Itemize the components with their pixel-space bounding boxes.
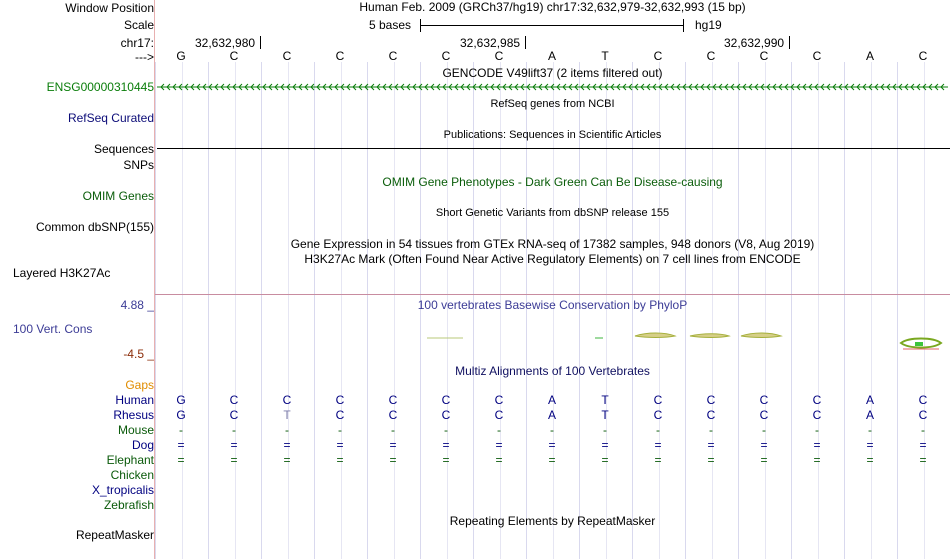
refseq-track-title: RefSeq genes from NCBI <box>490 98 615 110</box>
dog-aligned-base: = <box>230 438 238 452</box>
rhesus-aligned-base: T <box>283 408 291 422</box>
human-aligned-base: C <box>494 393 504 407</box>
dog-aligned-base: = <box>442 438 450 452</box>
dog-aligned-base: = <box>336 438 344 452</box>
elephant-aligned-base: = <box>230 453 238 467</box>
reference-base: C <box>441 49 451 63</box>
track-labels-column <box>0 0 154 559</box>
scale-bar-label: 5 bases <box>369 18 412 32</box>
human-aligned-base: T <box>601 393 609 407</box>
rhesus-aligned-base: C <box>759 408 769 422</box>
rhesus-aligned-base: C <box>918 408 928 422</box>
gtex-track-title: Gene Expression in 54 tissues from GTEx RNA-seq of 17382 samples, 948 donors (V8, Aug 2019) <box>290 237 815 251</box>
elephant-aligned-base: = <box>495 453 503 467</box>
rhesus-aligned-base: C <box>494 408 504 422</box>
multiz-track-title: Multiz Alignments of 100 Vertebrates <box>455 364 650 378</box>
dog-aligned-base: = <box>707 438 715 452</box>
dog-aligned-base: = <box>760 438 768 452</box>
gencode-track-label[interactable]: ENSG00000310445 <box>46 80 154 94</box>
dog-aligned-base: = <box>495 438 503 452</box>
strand-arrow-label: ---> <box>135 50 154 64</box>
cons-min-value: -4.5 _ <box>123 347 154 361</box>
chicken-species-label: Chicken <box>110 468 154 482</box>
rhesus-aligned-base: G <box>176 408 186 422</box>
dog-aligned-base: = <box>654 438 662 452</box>
sequences-track-label[interactable]: Sequences <box>93 142 154 156</box>
mouse-aligned-base: - <box>444 423 448 437</box>
elephant-aligned-base: = <box>813 453 821 467</box>
ruler-tick-label: 32,632,990 <box>724 36 785 50</box>
dog-aligned-base: = <box>813 438 821 452</box>
mouse-aligned-base: - <box>603 423 607 437</box>
rhesus-aligned-base: A <box>547 408 556 422</box>
mouse-aligned-base: - <box>391 423 395 437</box>
ruler-tick <box>525 36 526 49</box>
human-aligned-base: C <box>918 393 928 407</box>
phylop-signal[interactable] <box>155 328 950 352</box>
mouse-aligned-base: - <box>179 423 183 437</box>
dog-aligned-base: = <box>177 438 185 452</box>
dog-aligned-base: = <box>866 438 874 452</box>
track-display-area[interactable] <box>155 0 950 559</box>
elephant-aligned-base: = <box>601 453 609 467</box>
human-aligned-base: C <box>759 393 769 407</box>
zebrafish-species-label: Zebrafish <box>103 498 154 512</box>
h3k27ac-track-title: H3K27Ac Mark (Often Found Near Active Regulatory Elements) on 7 cell lines from ENCODE <box>304 252 801 266</box>
mouse-aligned-base: - <box>497 423 501 437</box>
reference-base: T <box>601 49 609 63</box>
reference-base: A <box>865 49 874 63</box>
reference-base: C <box>494 49 504 63</box>
reference-base: G <box>176 49 186 63</box>
human-aligned-base: C <box>282 393 292 407</box>
mouse-aligned-base: - <box>762 423 766 437</box>
ruler-tick-label: 32,632,980 <box>195 36 256 50</box>
cons-top-line <box>155 294 950 295</box>
mouse-aligned-base: - <box>815 423 819 437</box>
reference-base: C <box>706 49 716 63</box>
elephant-aligned-base: = <box>548 453 556 467</box>
gaps-label: Gaps <box>125 378 154 392</box>
mouse-aligned-base: - <box>709 423 713 437</box>
reference-base: C <box>812 49 822 63</box>
cons-max-value: 4.88 _ <box>120 298 154 312</box>
rhesus-aligned-base: C <box>812 408 822 422</box>
elephant-aligned-base: = <box>389 453 397 467</box>
dbsnp-track-title: Short Genetic Variants from dbSNP release 155 <box>435 207 670 219</box>
elephant-aligned-base: = <box>866 453 874 467</box>
window-position-label: Window Position <box>65 1 154 15</box>
scale-bar <box>420 25 684 26</box>
dog-aligned-base: = <box>919 438 927 452</box>
repeatmasker-track-label[interactable]: RepeatMasker <box>75 528 154 542</box>
human-aligned-base: C <box>812 393 822 407</box>
repeatmasker-track-title: Repeating Elements by RepeatMasker <box>449 514 656 528</box>
dog-aligned-base: = <box>548 438 556 452</box>
elephant-aligned-base: = <box>442 453 450 467</box>
dog-species-label: Dog <box>131 438 154 452</box>
elephant-aligned-base: = <box>707 453 715 467</box>
gencode-gene-line[interactable] <box>155 82 950 92</box>
human-aligned-base: C <box>335 393 345 407</box>
scale-bar-left-end <box>420 19 421 32</box>
scale-label: Scale <box>123 18 154 32</box>
xtropicalis-species-label: X_tropicalis <box>91 483 154 497</box>
elephant-aligned-base: = <box>336 453 344 467</box>
ruler-tick <box>260 36 261 49</box>
rhesus-aligned-base: C <box>653 408 663 422</box>
snps-track-label[interactable]: SNPs <box>123 158 154 172</box>
reference-base: C <box>388 49 398 63</box>
scale-bar-right-end <box>683 19 684 32</box>
ruler-tick-label: 32,632,985 <box>460 36 521 50</box>
window-position-text: Human Feb. 2009 (GRCh37/hg19) chr17:32,632,979-32,632,993 (15 bp) <box>359 0 746 14</box>
reference-base: C <box>918 49 928 63</box>
elephant-aligned-base: = <box>283 453 291 467</box>
gencode-track-title: GENCODE V49lift37 (2 items filtered out) <box>442 66 663 80</box>
reference-base: C <box>759 49 769 63</box>
human-species-label: Human <box>115 393 154 407</box>
mouse-aligned-base: - <box>868 423 872 437</box>
human-aligned-base: C <box>653 393 663 407</box>
rhesus-aligned-base: C <box>229 408 239 422</box>
human-aligned-base: C <box>441 393 451 407</box>
cons-track-label[interactable]: 100 Vert. Cons <box>13 322 93 336</box>
reference-base: C <box>653 49 663 63</box>
refseq-track-label[interactable]: RefSeq Curated <box>67 111 154 125</box>
rhesus-aligned-base: C <box>388 408 398 422</box>
mouse-aligned-base: - <box>232 423 236 437</box>
dbsnp-track-label[interactable]: Common dbSNP(155) <box>35 220 154 234</box>
reference-base: C <box>335 49 345 63</box>
rhesus-aligned-base: C <box>706 408 716 422</box>
human-aligned-base: G <box>176 393 186 407</box>
elephant-aligned-base: = <box>177 453 185 467</box>
human-aligned-base: C <box>388 393 398 407</box>
rhesus-aligned-base: T <box>601 408 609 422</box>
rhesus-aligned-base: C <box>441 408 451 422</box>
elephant-aligned-base: = <box>919 453 927 467</box>
mouse-aligned-base: - <box>550 423 554 437</box>
human-aligned-base: C <box>706 393 716 407</box>
human-aligned-base: A <box>865 393 874 407</box>
rhesus-aligned-base: C <box>335 408 345 422</box>
omim-track-label[interactable]: OMIM Genes <box>82 189 154 203</box>
human-aligned-base: C <box>229 393 239 407</box>
mouse-aligned-base: - <box>338 423 342 437</box>
mouse-aligned-base: - <box>656 423 660 437</box>
rhesus-aligned-base: A <box>865 408 874 422</box>
dog-aligned-base: = <box>389 438 397 452</box>
h3k27ac-track-label[interactable]: Layered H3K27Ac <box>13 266 111 280</box>
sequences-line <box>157 148 950 149</box>
publications-track-title: Publications: Sequences in Scientific Articles <box>443 129 662 141</box>
elephant-aligned-base: = <box>760 453 768 467</box>
elephant-species-label: Elephant <box>106 453 154 467</box>
reference-base: A <box>547 49 556 63</box>
elephant-aligned-base: = <box>654 453 662 467</box>
rhesus-species-label: Rhesus <box>113 408 154 422</box>
reference-base: C <box>282 49 292 63</box>
human-aligned-base: A <box>547 393 556 407</box>
phylop-track-title: 100 vertebrates Basewise Conservation by PhyloP <box>417 298 688 312</box>
reference-base: C <box>229 49 239 63</box>
mouse-species-label: Mouse <box>117 423 154 437</box>
ruler-tick <box>789 36 790 49</box>
mouse-aligned-base: - <box>921 423 925 437</box>
mouse-aligned-base: - <box>285 423 289 437</box>
assembly-label: hg19 <box>695 18 722 32</box>
dog-aligned-base: = <box>283 438 291 452</box>
chrom-label: chr17: <box>120 36 154 50</box>
omim-track-title: OMIM Gene Phenotypes - Dark Green Can Be Disease-causing <box>382 175 723 189</box>
dog-aligned-base: = <box>601 438 609 452</box>
